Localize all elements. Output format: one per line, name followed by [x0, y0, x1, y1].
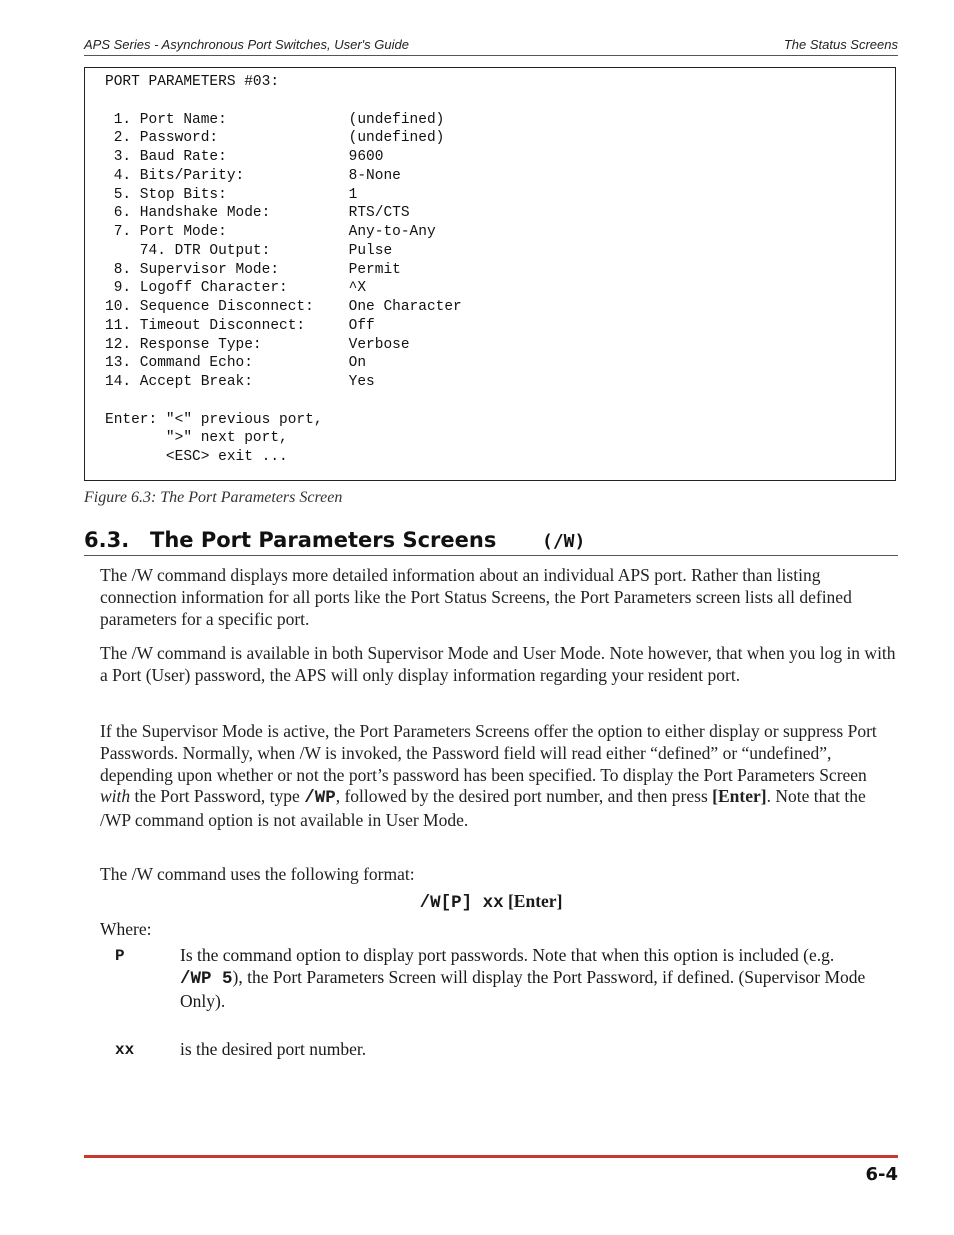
inline-code: /WP 5 [180, 968, 233, 989]
terminal-line: Enter: "<" previous port, [105, 411, 323, 428]
inline-code: /WP [304, 788, 336, 809]
terminal-screen-figure [84, 67, 896, 481]
header-guide-title: APS Series - Asynchronous Port Switches, User's Guide [84, 37, 409, 52]
terminal-line: 4. Bits/Parity: 8-None [105, 167, 401, 184]
terminal-line: 6. Handshake Mode: RTS/CTS [105, 205, 410, 222]
page-number: 6-4 [865, 1164, 898, 1185]
paragraph-modes: The /W command is available in both Supervisor Mode and User Mode. Note however, that when you log in with a Port (User) password, the APS will only display information regarding your resident port. [100, 643, 896, 685]
terminal-line: 11. Timeout Disconnect: Off [105, 317, 375, 334]
header-chapter-title: The Status Screens [783, 37, 898, 52]
running-header [84, 37, 898, 56]
where-label: Where: [100, 919, 152, 939]
footer-rule [84, 1155, 898, 1158]
terminal-line: ">" next port, [105, 430, 288, 447]
terminal-line: 7. Port Mode: Any-to-Any [105, 224, 436, 240]
terminal-line: 12. Response Type: Verbose [105, 336, 410, 353]
terminal-line: 1. Port Name: (undefined) [105, 111, 445, 128]
definition-term-xx: xx [115, 1041, 135, 1059]
terminal-line: PORT PARAMETERS #03: [105, 74, 280, 90]
definition-desc-p: Is the command option to display port passwords. Note that when this option is included (e.g. /WP 5), the Port Parameters Screen will display the Port Password, if defined. (Supervisor Mode Only). [180, 945, 866, 1011]
terminal-line: 13. Command Echo: On [105, 355, 367, 372]
format-code: /W[P] xx [419, 893, 504, 913]
terminal-line: <ESC> exit ... [105, 449, 288, 465]
enter-key-label: [Enter] [712, 786, 767, 807]
terminal-line: 2. Password: (undefined) [105, 130, 445, 147]
section-heading [84, 528, 898, 556]
figure-caption: Figure 6.3: The Port Parameters Screen [84, 489, 343, 506]
paragraph-format-intro: The /W command uses the following format: [100, 864, 415, 884]
terminal-line: 14. Accept Break: Yes [105, 374, 375, 390]
definition-desc-xx: is the desired port number. [180, 1039, 367, 1059]
section-command: (/W) [542, 531, 586, 552]
terminal-line: 9. Logoff Character: ^X [105, 280, 367, 297]
section-title: The Port Parameters Screens [150, 528, 497, 552]
format-key: [Enter] [507, 891, 563, 911]
terminal-line: 3. Baud Rate: 9600 [105, 149, 384, 165]
section-number: 6.3. [84, 528, 130, 552]
definition-term-p: P [115, 947, 125, 965]
command-format [0, 891, 954, 913]
paragraph-intro: The /W command displays more detailed information about an individual APS port. Rather than listing connection information for all ports like the Port Status Screens, the Port Parameters screen lists all defined parameters for a specific port. [100, 565, 852, 629]
terminal-line: 8. Supervisor Mode: Permit [105, 261, 401, 278]
terminal-line: 5. Stop Bits: 1 [105, 186, 358, 203]
terminal-line: 10. Sequence Disconnect: One Character [105, 299, 462, 315]
terminal-line: 74. DTR Output: Pulse [105, 242, 393, 259]
paragraph-supervisor: If the Supervisor Mode is active, the Port Parameters Screens offer the option to either display or suppress Port Passwords. Normally, when /W is invoked, the Password field will read either “defined” or “undefined”, depending upon whether or not the port’s password has been specified. To display the Port Parameters Screen with the Port Password, type /WP, followed by the desired port number, and then press [Enter]. Note that the /WP command option is not available in User Mode. [100, 721, 877, 831]
terminal-text [105, 73, 462, 467]
